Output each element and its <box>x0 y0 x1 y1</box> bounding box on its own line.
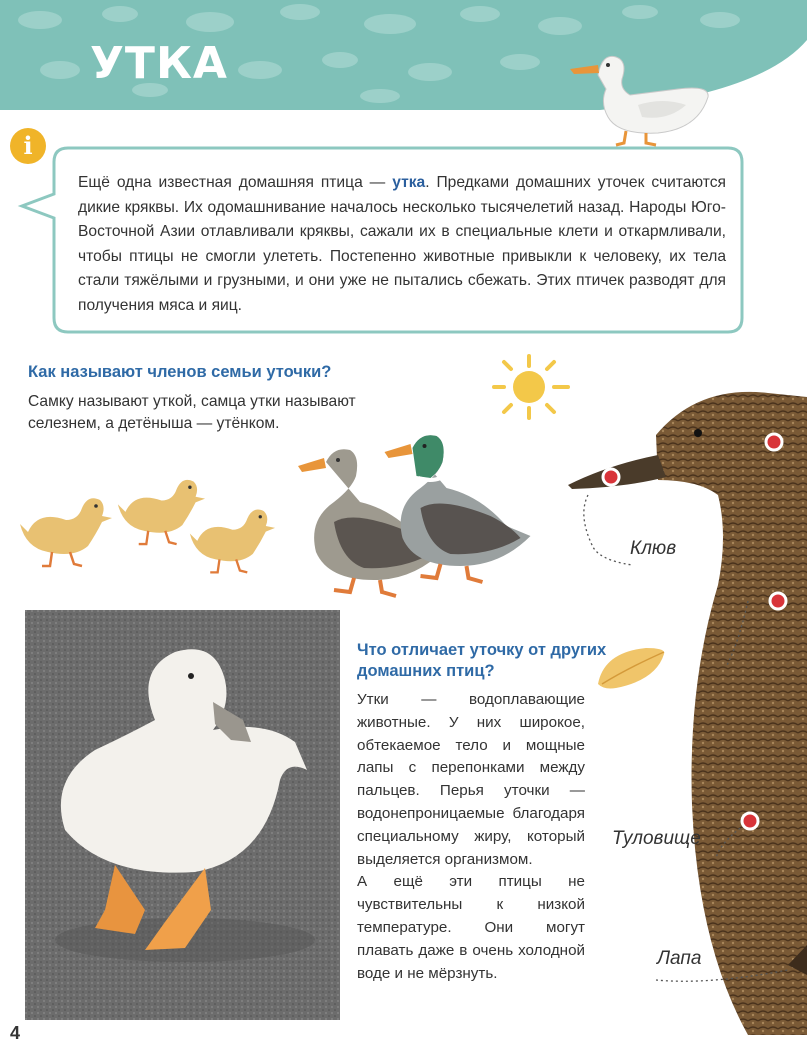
white-duck-photo <box>25 610 340 1020</box>
difference-answer <box>357 689 585 985</box>
family-question: Как называют членов семьи уточки? <box>28 363 332 381</box>
page-title: УТКА <box>90 38 228 89</box>
paw-label: Лапа <box>657 948 702 969</box>
beak-marker <box>603 469 619 485</box>
info-icon: i <box>10 128 46 164</box>
male-duck-illustration <box>378 426 543 586</box>
body-marker <box>742 813 758 829</box>
body-label: Туловище <box>612 828 701 849</box>
intro-highlight: утка <box>392 174 426 191</box>
difference-answer-part-2: А ещё эти птицы не чувствительны к низкой температуре. Они могут плавать даже в очень холодной воде и не мёрзнуть. <box>357 873 585 982</box>
page-number: 4 <box>10 1023 21 1043</box>
family-answer: Самку называют уткой, самца утки называют селезнем, а детёныша — утёнком. <box>28 393 356 432</box>
white-duck-illustration <box>568 45 718 150</box>
duckling-1-illustration <box>18 490 113 570</box>
intro-text: Ещё одна известная домашняя птица — утка. Предками домашних уточек считаются дикие кряквы. Их одомашнивание началось несколько тысячелетий назад. Народы Юго-Восточной Азии отлавливали кряквы, сажали их в специальные клети и откармливали, чтобы птицы не смогли улететь. Постепенно животные привыкли к человеку, их тела стали тяжёлыми и грузными, и они уже не пытались сбежать. Этих птичек разводят для получения мяса и яиц. <box>78 174 726 314</box>
sun-icon <box>484 352 574 422</box>
head-marker <box>766 434 782 450</box>
mallard-photo <box>568 385 807 1035</box>
duckling-3-illustration <box>188 500 276 578</box>
difference-question: Что отличает уточку от других домашних птиц? <box>357 641 607 680</box>
neck-marker <box>770 593 786 609</box>
beak-label: Клюв <box>630 538 677 559</box>
difference-answer-part-1: Утки — водоплавающие животные. У них широкое, обтекаемое тело и мощные лапы с перепонками между пальцев. Перья уточки — водонепроницаемые благодаря специальному жиру, который выделяется организмом. <box>357 691 585 868</box>
